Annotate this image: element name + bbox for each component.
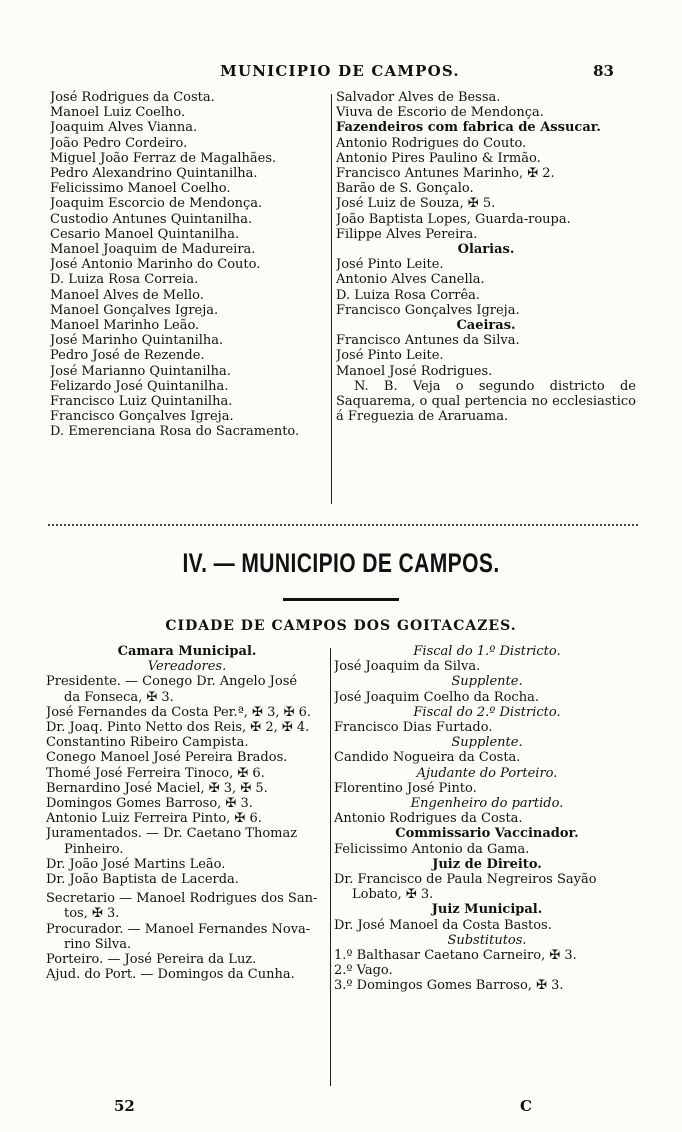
name-line: Joaquim Escorcio de Mendonça. xyxy=(50,196,263,212)
signature-number: 52 xyxy=(114,1097,135,1115)
entry-line: Conego Manoel José Pereira Brados. xyxy=(46,750,288,766)
section-heading-olarias: Olarias. xyxy=(457,242,515,258)
entry-line: Antonio Rodrigues da Costa. xyxy=(334,811,523,827)
name-line: Francisco Gonçalves Igreja. xyxy=(50,409,234,425)
signature-letter: C xyxy=(520,1097,532,1115)
role-heading: Supplente. xyxy=(451,674,523,690)
entry-line: 1.º Balthasar Caetano Carneiro, ✠ 3. xyxy=(334,948,577,964)
role-heading: Engenheiro do partido. xyxy=(410,796,564,812)
entry-line: Candido Nogueira da Costa. xyxy=(334,750,521,766)
role-heading: Juiz Municipal. xyxy=(431,902,543,918)
entry-line: 3.º Domingos Gomes Barroso, ✠ 3. xyxy=(334,978,564,994)
name-line: Manoel José Rodrigues. xyxy=(336,363,493,379)
section-title-rule xyxy=(283,598,399,601)
entry-line: José Fernandes da Costa Per.ª, ✠ 3, ✠ 6. xyxy=(46,704,312,720)
entry-line: José Joaquim da Silva. xyxy=(334,659,481,675)
entry-line: Dr. João José Martins Leão. xyxy=(46,856,226,872)
entry-line: Antonio Luiz Ferreira Pinto, ✠ 6. xyxy=(46,811,262,827)
entry-line: Constantino Ribeiro Campista. xyxy=(46,735,249,751)
entry-line: Pinheiro. xyxy=(64,841,124,857)
entry-line: Domingos Gomes Barroso, ✠ 3. xyxy=(46,796,253,812)
name-line: Antonio Alves Canella. xyxy=(336,272,485,288)
entry-line: da Fonseca, ✠ 3. xyxy=(64,689,174,705)
role-heading: Fiscal do 1.º Districto. xyxy=(413,644,561,659)
name-line: Manoel Alves de Mello. xyxy=(50,287,204,303)
section-heading-caeiras: Caeiras. xyxy=(456,318,516,334)
note-paragraph: N. B. Veja o segundo districto de Saquarema, o qual pertencia no ecclesiastico á Freguezia de Araruama. xyxy=(336,378,636,425)
entry-line: José Joaquim Coelho da Rocha. xyxy=(334,689,539,705)
name-line: Pedro Alexandrino Quintanilha. xyxy=(50,166,258,182)
role-heading: Juiz de Direito. xyxy=(432,856,542,872)
name-line: José Luiz de Souza, ✠ 5. xyxy=(336,196,496,212)
bottom-right-column xyxy=(334,644,640,994)
name-line: Francisco Antunes Marinho, ✠ 2. xyxy=(336,166,555,182)
name-line: Pedro José de Rezende. xyxy=(50,348,205,364)
name-line: João Baptista Lopes, Guarda-roupa. xyxy=(336,211,571,227)
name-line: Felizardo José Quintanilha. xyxy=(50,378,229,394)
name-line: Custodio Antunes Quintanilha. xyxy=(50,211,253,227)
name-line: José Pinto Leite. xyxy=(336,348,444,364)
entry-line: Dr. João Baptista de Lacerda. xyxy=(46,872,239,888)
column-divider xyxy=(330,648,331,1086)
name-line: Manoel Joaquim de Madureira. xyxy=(50,242,256,258)
running-head xyxy=(0,62,682,86)
name-line: Manoel Marinho Leão. xyxy=(50,318,200,334)
name-line: Salvador Alves de Bessa. xyxy=(336,90,501,105)
entry-line: Felicissimo Antonio da Gama. xyxy=(334,841,530,857)
entry-line: Secretario — Manoel Rodrigues dos San- xyxy=(46,891,318,907)
top-right-column xyxy=(336,90,636,424)
name-line: Manoel Luiz Coelho. xyxy=(50,105,186,121)
entry-line: Procurador. — Manoel Fernandes Nova- xyxy=(46,921,311,937)
name-line: D. Luiza Rosa Corrêa. xyxy=(336,287,481,303)
entry-line: Bernardino José Maciel, ✠ 3, ✠ 5. xyxy=(46,780,268,796)
name-line: José Pinto Leite. xyxy=(336,257,444,273)
section-title: IV. — MUNICIPIO DE CAMPOS. xyxy=(182,548,500,578)
entry-line: 2.º Vago. xyxy=(334,963,393,979)
name-line: José Rodrigues da Costa. xyxy=(50,90,215,105)
entry-line: Francisco Dias Furtado. xyxy=(334,720,493,736)
role-heading: Fiscal do 2.º Districto. xyxy=(413,704,561,720)
camara-heading: Camara Municipal. xyxy=(117,644,257,659)
name-line: Francisco Antunes da Silva. xyxy=(336,333,520,349)
bottom-left-column xyxy=(46,644,328,982)
entry-line: Lobato, ✠ 3. xyxy=(352,887,434,903)
name-line: Antonio Pires Paulino & Irmão. xyxy=(336,150,541,166)
name-line: Felicissimo Manoel Coelho. xyxy=(50,181,231,197)
entry-line: rino Silva. xyxy=(64,936,132,952)
role-heading: Substitutos. xyxy=(447,932,527,948)
entry-line: Dr. José Manoel da Costa Bastos. xyxy=(334,917,552,933)
name-line: Antonio Rodrigues do Couto. xyxy=(336,135,527,151)
name-line: José Marinho Quintanilha. xyxy=(50,333,224,349)
city-subtitle: CIDADE DE CAMPOS DOS GOITACAZES. xyxy=(165,618,517,634)
name-line: Barão de S. Gonçalo. xyxy=(336,181,474,197)
top-left-column xyxy=(50,90,326,440)
role-heading: Ajudante do Porteiro. xyxy=(416,765,558,781)
role-heading: Commissario Vaccinador. xyxy=(395,826,579,842)
section-heading-fazendeiros: Fazendeiros com fabrica de Assucar. xyxy=(336,120,601,136)
name-line: José Antonio Marinho do Couto. xyxy=(50,257,261,273)
entry-line: Ajud. do Port. — Domingos da Cunha. xyxy=(46,967,295,983)
entry-line: Florentino José Pinto. xyxy=(334,780,477,796)
column-divider xyxy=(331,94,332,504)
name-line: José Marianno Quintanilha. xyxy=(50,363,231,379)
role-heading: Supplente. xyxy=(451,735,523,751)
entry-line: Dr. Francisco de Paula Negreiros Sayão xyxy=(334,872,597,888)
name-line: Viuva de Escorio de Mendonça. xyxy=(336,105,544,121)
vereadores-heading: Vereadores. xyxy=(147,659,227,675)
name-line: Cesario Manoel Quintanilha. xyxy=(50,226,240,242)
name-line: Francisco Luiz Quintanilha. xyxy=(50,394,233,410)
name-line: Filippe Alves Pereira. xyxy=(336,226,478,242)
entry-line: Thomé José Ferreira Tinoco, ✠ 6. xyxy=(46,765,265,781)
name-line: Francisco Gonçalves Igreja. xyxy=(336,302,520,318)
name-line: Manoel Gonçalves Igreja. xyxy=(50,302,219,318)
entry-line: Porteiro. — José Pereira da Luz. xyxy=(46,952,257,968)
name-line: João Pedro Cordeiro. xyxy=(50,135,188,151)
entry-line: Dr. Joaq. Pinto Netto dos Reis, ✠ 2, ✠ 4. xyxy=(46,720,310,736)
entry-line: Presidente. — Conego Dr. Angelo José xyxy=(46,674,298,690)
entry-line: tos, ✠ 3. xyxy=(64,906,120,922)
name-line: D. Luiza Rosa Correia. xyxy=(50,272,199,288)
dotted-separator xyxy=(48,524,638,526)
page-number: 83 xyxy=(593,62,614,80)
name-line: Miguel João Ferraz de Magalhães. xyxy=(50,150,277,166)
entry-line: Juramentados. — Dr. Caetano Thomaz xyxy=(46,826,298,842)
name-line: D. Emerenciana Rosa do Sacramento. xyxy=(50,424,300,440)
name-line: Joaquim Alves Vianna. xyxy=(50,120,198,136)
running-title: MUNICIPIO DE CAMPOS. xyxy=(220,62,460,80)
